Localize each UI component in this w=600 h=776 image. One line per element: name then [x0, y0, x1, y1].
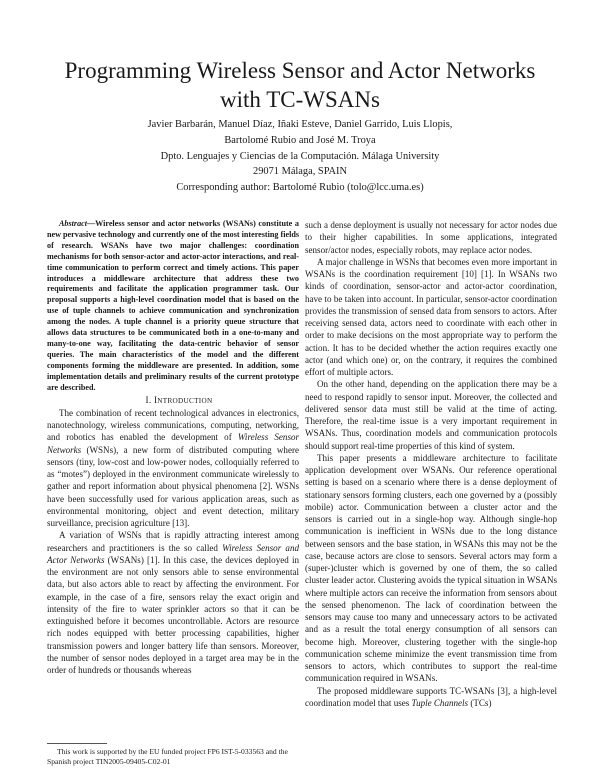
intro-paragraph-2 — [47, 529, 299, 676]
section-heading-initial: I — [153, 394, 158, 405]
abstract-label: Abstract — [59, 219, 87, 228]
corresponding-author: Corresponding author: Bartolomé Rubio (tolo@lcc.uma.es) — [176, 182, 424, 194]
intro-p2-part-b: (WSANs) [1]. In this case, the devices deployed in the environment are not only sensors able to sense environmental data, but also actors able to react by affecting the environment. For example, in the case of a fire, sensors relay the exact origin and intensity of the fire to water sprinkler actors so that it can be extinguished before it becomes uncontrollable. Actors are resource rich nodes equipped with better processing capabilities, higher transmission powers and longer battery life than sensors. Moreover, the number of sensor nodes deployed in a target area may be in the order of hundreds or thousands whereas — [47, 554, 299, 675]
authors-line-1: Javier Barbarán, Manuel Díaz, Iñaki Esteve, Daniel Garrido, Luis Llopis, — [147, 119, 453, 130]
tc-p-emphasis: Tuple Channels — [411, 697, 469, 708]
tc-p-part-a: The proposed middleware supports TC-WSANs [3], a high-level coordination model that uses — [305, 685, 557, 708]
intro-p1-part-a: The combination of recent technological advances in electronics, nanotechnology, wireless communications, computing, networking, and robotics has enabled the development of — [47, 407, 299, 443]
intro-p2-emphasis: Wireless Sensor and Actor Networks — [47, 542, 299, 565]
tc-p-part-b: (TCs) — [468, 697, 492, 708]
left-column — [47, 219, 299, 676]
right-paragraph-tc-wsans — [305, 685, 557, 710]
right-column — [305, 219, 557, 709]
footnote-divider — [47, 743, 107, 744]
section-numeral: I. — [145, 394, 152, 405]
right-paragraph-middleware: This paper presents a middleware architecture to facilitate application development over WSANs. Our reference operational setting is based on a scenario where there is a dense deployment of stationary sensors forming clusters, each one governed by a (possibly mobile) actor. Communication between a cluster actor and the sensors is carried out in a single-hop way. Although single-hop communication is inefficient in WSNs due to the long distance between sensors and the base station, in WSANs this may not be the case, because actors are close to sensors. Several actors may form a (super-)cluster which is governed by one of them, the so called cluster leader actor. Clustering avoids the typical situation in WSANs where multiple actors can receive the information from sensors about the sensed phenomenon. The lack of coordination between the sensors may cause too many and unnecessary actors to be activated and as a result the total energy consumption of all sensors can become high. Moreover, clustering together with the single-hop communication scheme minimize the event transmission time from sensors to actors, which contributes to support the real-time communication required in WSANs. — [305, 452, 557, 684]
affiliation-line-1: Dpto. Lenguajes y Ciencias de la Computación. Málaga University — [160, 150, 440, 162]
abstract — [47, 219, 299, 394]
right-paragraph-realtime: On the other hand, depending on the application there may be a need to respond rapidly to sensor input. Moreover, the collected and delivered sensor data must still be valid at the time of acting. Therefore, the real-time issue is a very important requirement in WSANs. Thus, coordination models and communication protocols should support real-time properties of this kind of system. — [305, 379, 557, 451]
right-paragraph-continued: such a dense deployment is usually not necessary for actor nodes due to their higher capabilities. In some applications, integrated sensor/actor nodes, especially robots, may replace actor nodes. — [305, 220, 557, 255]
intro-paragraph-1 — [47, 407, 299, 530]
abstract-text: —Wireless sensor and actor networks (WSANs) constitute a new pervasive technology and currently one of the most interesting fields of research. WSANs have two major challenges: coordination mechanisms for both sensor-actor and actor-actor interactions, and real-time communication to perform correct and timely actions. This paper introduces a middleware architecture that address these two requirements and facilitate the application programmer task. Our proposal supports a high-level coordination model that is based on the use of tuple channels to achieve communication and synchronization among the nodes. A tuple channel is a priority queue structure that allows data structures to be communicated both in a one-to-many and many-to-one way, facilitating the data-centric behavior of sensor queries. The main characteristics of the model and the different components forming the middleware are presented. In addition, some implementation details and preliminary results of the current prototype are described. — [47, 219, 300, 392]
funding-footnote: This work is supported by the EU funded project FP6 IST-5-033563 and the Spanish project TIN2005-09405-C02-01 — [47, 747, 288, 767]
title-line-1: Programming Wireless Sensor and Actor Networks — [64, 58, 536, 83]
authors-line-2: Bartolomé Rubio and José M. Troya — [224, 134, 376, 146]
section-heading-introduction — [47, 394, 299, 407]
title-line-2: with TC-WSANs — [220, 87, 380, 112]
intro-p2-part-a: A variation of WSNs that is rapidly attracting interest among researchers and practitioners is the so called — [47, 530, 299, 553]
author-block — [0, 117, 600, 196]
intro-p1-part-b: (WSNs), a new form of distributed computing where sensors (tiny, low-cost and low-power nodes, colloquially referred to as “motes”) deployed in the environment communicate wirelessly to gather and report information about physical phenomena [2]. WSNs have been successfully used for various application areas, such as environmental monitoring, object and event detection, military surveillance, precision agriculture [13]. — [47, 444, 299, 528]
section-heading-rest: NTRODUCTION — [157, 396, 213, 405]
intro-p1-emphasis: Wireless Sensor Networks — [47, 432, 300, 455]
paper-title — [0, 56, 600, 114]
affiliation-line-2: 29071 Málaga, SPAIN — [253, 166, 347, 178]
right-paragraph-coordination: A major challenge in WSNs that becomes even more important in WSANs is the coordination requirement [10] [1]. In WSANs two kinds of coordination, sensor-actor and actor-actor coordination, have to be taken into account. In particular, sensor-actor coordination provides the transmission of sensed data from sensors to actors. After receiving sensed data, actors need to coordinate with each other in order to make decisions on the most appropriate way to perform the action. It has to be decided whether the action requires exactly one actor (and which one) or, on the contrary, it requires the combined effort of multiple actors. — [305, 256, 557, 377]
